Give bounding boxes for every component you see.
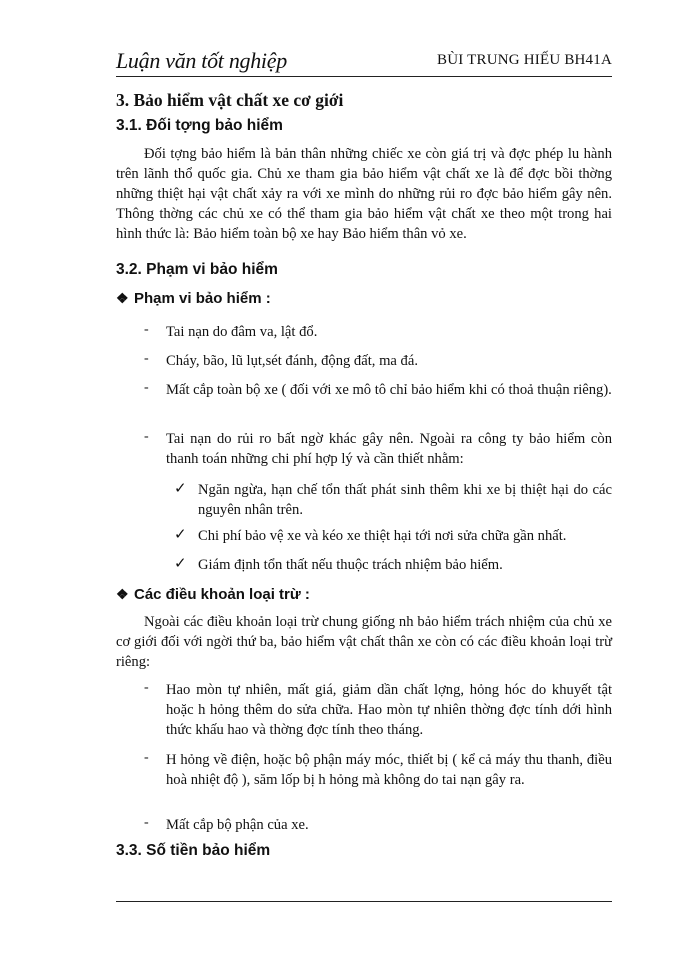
section-3-1-paragraph: [116, 144, 612, 244]
check-icon: ✓: [174, 527, 187, 543]
footer-rule: [116, 901, 612, 902]
list-item-text: Cháy, bão, lũ lụt,sét đánh, động đất, ma đá.: [166, 353, 418, 369]
list-item-text: Tai nạn do đâm va, lật đổ.: [166, 324, 318, 340]
list-item-text: Tai nạn do rủi ro bất ngờ khác gây nên. Ngoài ra công ty bảo hiểm còn thanh toán những chi phí hợp lý và cần thiết nhằm:: [166, 431, 612, 467]
dash-bullet-icon: -: [144, 429, 149, 444]
check-icon: ✓: [174, 481, 187, 497]
list-item-text: Hao mòn tự nhiên, mất giá, giảm dần chất lợng, hỏng hóc do khuyết tật hoặc h hỏng thêm do sửa chữa. Hao mòn tự nhiên thờng đợc tính dới hình thức khấu hao và thờng đợc tính theo tháng.: [166, 682, 612, 738]
header-author: BÙI TRUNG HIẾU BH41A: [437, 52, 612, 68]
dash-bullet-icon: -: [144, 322, 149, 337]
check-icon: ✓: [174, 556, 187, 572]
page-header: [116, 42, 612, 76]
list-item-text: Mất cắp bộ phận của xe.: [166, 817, 309, 833]
dash-bullet-icon: -: [144, 815, 149, 830]
dash-bullet-icon: -: [144, 750, 149, 765]
diamond-bullet-icon: ❖: [116, 290, 129, 306]
dash-bullet-icon: -: [144, 680, 149, 695]
header-rule: [116, 76, 612, 77]
exclusions-heading: [116, 586, 310, 603]
check-item-text: Giám định tổn thất nếu thuộc trách nhiệm bảo hiểm.: [198, 557, 503, 573]
scope-heading: [116, 290, 271, 307]
section-3-1-text: Đối tợng bảo hiểm là bản thân những chiếc xe còn giá trị và đợc phép lu hành trên lãnh thổ quốc gia. Chủ xe tham gia bảo hiểm vật chất xe là để đợc bồi thờng những thiệt hại vật chất xảy ra với xe mình do những rủi ro đợc bảo hiểm gây nên. Thông thờng các chủ xe có thể tham gia bảo hiểm vật chất xe theo một trong hai hình thức là: Bảo hiểm toàn bộ xe hay Bảo hiểm thân vỏ xe.: [116, 146, 612, 242]
section-3-3-heading: 3.3. Số tiền bảo hiểm: [116, 842, 271, 859]
exclusions-text: Ngoài các điều khoản loại trừ chung giống nh bảo hiểm trách nhiệm của chủ xe cơ giới đối với ngời thứ ba, bảo hiểm vật chất thân xe còn có các điều khoản loại trừ riêng:: [116, 614, 612, 670]
dash-bullet-icon: -: [144, 351, 149, 366]
exclusions-heading-text: Các điều khoản loại trừ :: [134, 586, 310, 603]
check-item-text: Ngăn ngừa, hạn chế tổn thất phát sinh thêm khi xe bị thiệt hại do các nguyên nhân trên.: [198, 482, 612, 518]
list-item-text: Mất cắp toàn bộ xe ( đối với xe mô tô chỉ bảo hiểm khi có thoả thuận riêng).: [166, 382, 612, 398]
dash-bullet-icon: -: [144, 380, 149, 395]
header-thesis-title: Luận văn tốt nghiệp: [116, 48, 287, 73]
list-item-text: H hỏng về điện, hoặc bộ phận máy móc, thiết bị ( kể cả máy thu thanh, điều hoà nhiệt độ ), săm lốp bị h hỏng mà không do tai nạn gây ra.: [166, 752, 612, 788]
section-3-2-heading: 3.2. Phạm vi bảo hiểm: [116, 261, 278, 278]
section-3-1-heading: 3.1. Đối tợng bảo hiểm: [116, 117, 283, 134]
scope-heading-text: Phạm vi bảo hiểm :: [134, 290, 271, 307]
check-item-text: Chi phí bảo vệ xe và kéo xe thiệt hại tới nơi sửa chữa gần nhất.: [198, 528, 567, 544]
section-3-heading: 3. Bảo hiểm vật chất xe cơ giới: [116, 90, 344, 110]
exclusions-paragraph: [116, 612, 612, 672]
diamond-bullet-icon: ❖: [116, 586, 129, 602]
